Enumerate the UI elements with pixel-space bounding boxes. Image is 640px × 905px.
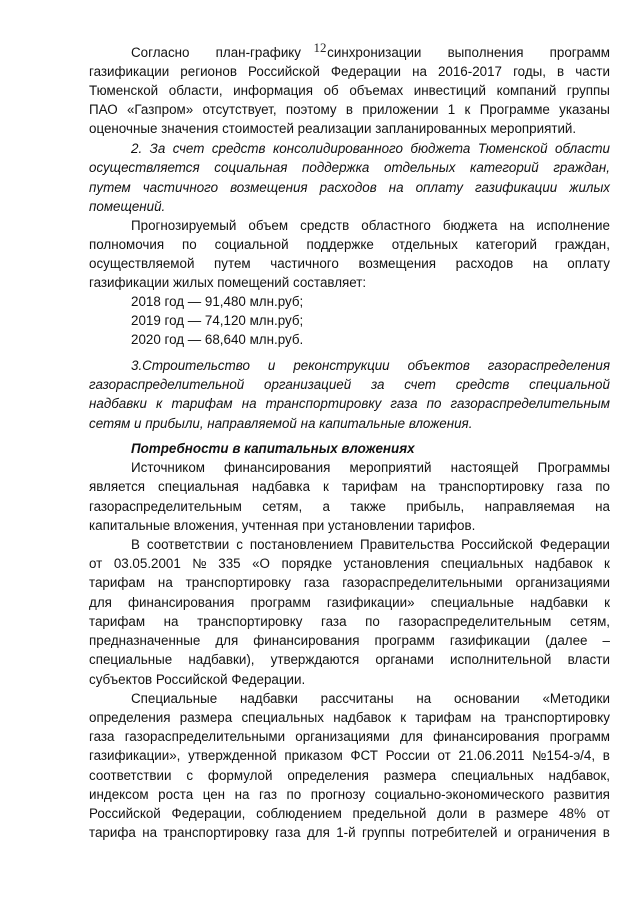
text-line: осуществляется социальная поддержка отдельных категорий граждан, xyxy=(89,160,610,175)
text-line: 3.Строительство и реконструкции объектов газораспределения xyxy=(131,358,610,373)
text-line: газификации регионов Российской Федерации на 2016-2017 годы, в части xyxy=(89,64,610,79)
section-heading: Потребности в капитальных вложениях xyxy=(131,441,415,456)
text-line: 2. За счет средств консолидированного бюджета Тюменской области xyxy=(131,141,610,156)
text-line: Российской Федерации, соблюдением предельной доли в размере 48% от xyxy=(89,806,610,821)
text-line: оценочные значения стоимостей реализации запланированных мероприятий. xyxy=(89,121,577,136)
text-line: Тюменской области, информация об объемах инвестиций компаний группы xyxy=(89,83,610,98)
text-line: помещений. xyxy=(89,199,166,214)
text-line: тарифам на транспортировку газа газораспределительными организациями xyxy=(89,575,610,590)
text-line: газораспределительной организацией за счет средств специальной xyxy=(89,377,610,392)
text-line: Согласно план-графику синхронизации выполнения программ xyxy=(131,45,610,60)
text-line: является специальная надбавка к тарифам на транспортировку газа по xyxy=(89,479,610,494)
text-line: В соответствии с постановлением Правительства Российской Федерации xyxy=(131,537,610,552)
text-line: 2020 год — 68,640 млн.руб. xyxy=(131,332,304,347)
text-line: газификации жилых помещений составляет: xyxy=(89,275,367,290)
text-line: путем частичного возмещения расходов на оплату газификации жилых xyxy=(89,180,610,195)
page-number: 12 xyxy=(313,40,327,55)
text-line: 2018 год — 91,480 млн.руб; xyxy=(131,294,304,309)
text-line: для финансирования программ газификации» специальные надбавки к xyxy=(89,595,610,610)
text-line: газораспределительным сетям, а также прибыль, направляемая на xyxy=(89,499,610,514)
text-line: 2019 год — 74,120 млн.руб; xyxy=(131,313,304,328)
text-line: специальные надбавки), утверждаются органами исполнительной власти xyxy=(89,652,610,667)
text-line: Источником финансирования мероприятий настоящей Программы xyxy=(131,460,610,475)
text-line: полномочия по социальной поддержке отдельных категорий граждан, xyxy=(89,237,610,252)
text-line: газа газораспределительными организациями для финансирования программ xyxy=(89,729,610,744)
text-line: газификации», утвержденной приказом ФСТ России от 21.06.2011 №154-э/4, в xyxy=(89,748,610,763)
text-line: сетям и прибыли, направляемой на капитальные вложения. xyxy=(89,416,473,431)
text-line: надбавки к тарифам на транспортировку газа по газораспределительным xyxy=(89,396,610,411)
text-line: определения размера специальных надбавок к тарифам на транспортировку xyxy=(89,710,610,725)
text-line: осуществляемой путем частичного возмещения расходов на оплату xyxy=(89,256,610,271)
text-line: Специальные надбавки рассчитаны на основании «Методики xyxy=(131,691,610,706)
text-line: субъектов Российской Федерации. xyxy=(89,672,306,687)
text-line: предназначенные для финансирования программ газификации (далее – xyxy=(89,633,610,648)
text-line: капитальные вложения, учтенная при установлении тарифов. xyxy=(89,518,476,533)
text-line: индексом роста цен на газ по прогнозу социально-экономического развития xyxy=(89,787,610,802)
text-line: соответствии с формулой определения размера специальных надбавок, xyxy=(89,768,610,783)
text-line: ПАО «Газпром» отсутствует, поэтому в приложении 1 к Программе указаны xyxy=(89,102,610,117)
text-line: от 03.05.2001 № 335 «О порядке установления специальных надбавок к xyxy=(89,556,610,571)
text-line: тарифа на транспортировку газа для 1-й группы потребителей и ограничения в xyxy=(89,825,610,840)
text-line: Прогнозируемый объем средств областного бюджета на исполнение xyxy=(131,218,610,233)
text-line: тарифам на транспортировку газа по газораспределительным сетям, xyxy=(89,614,610,629)
